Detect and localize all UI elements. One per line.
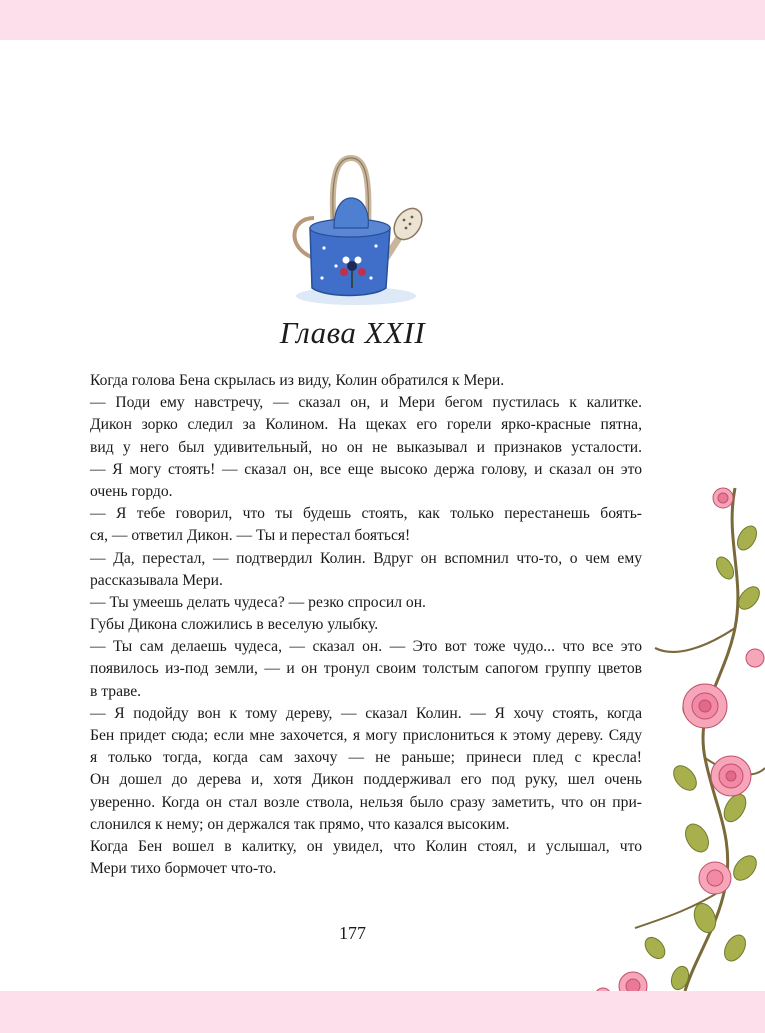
text-line: слонился к нему; он держался так прямо, что казался высоким. xyxy=(90,815,510,833)
text-line: — Ты умеешь делать чудеса? — резко спросил он. xyxy=(90,593,426,611)
watering-can-icon xyxy=(276,118,436,318)
text-line: — Да, перестал, — подтвердил Колин. Вдруг он вспомнил что-то, о чем ему xyxy=(90,549,642,567)
rose-vine-icon xyxy=(585,478,765,991)
text-line: Когда голова Бена скрылась из виду, Колин обратился к Мери. xyxy=(90,372,505,389)
text-line: вид у него был удивительный, но он не выказывал и признаков усталости. xyxy=(90,438,642,456)
text-line: Дикон зорко следил за Колином. На щеках его горели ярко-красные пятна, xyxy=(90,416,642,434)
text-lines xyxy=(90,370,642,880)
text-line: — Я подойду вон к тому дереву, — сказал Колин. — Я хочу стоять, когда xyxy=(90,704,642,722)
text-line: — Я тебе говорил, что ты будешь стоять, как только перестанешь боять- xyxy=(90,505,642,523)
text-line: рассказывала Мери. xyxy=(90,571,223,589)
text-line: в траве. xyxy=(90,682,142,700)
text-line: уверенно. Когда он стал возле ствола, нельзя было сразу заметить, что он при- xyxy=(90,793,642,811)
text-line: Бен придет сюда; если мне захочется, я могу прислониться к этому дереву. Сяду xyxy=(90,727,642,744)
text-line: появилось из-под земли, — и он тронул своим толстым сапогом группу цветов xyxy=(90,660,642,678)
text-line: ся, — ответил Дикон. — Ты и перестал бояться! xyxy=(90,527,411,545)
text-line: — Я могу стоять! — сказал он, все еще высоко держа голову, и сказал он это xyxy=(90,460,642,478)
text-line: Губы Дикона сложились в веселую улыбку. xyxy=(90,616,379,634)
chapter-text xyxy=(90,370,642,880)
text-line: очень гордо. xyxy=(90,482,173,500)
text-line: я только тогда, когда сам захочу — не раньше; принеси плед с кресла! xyxy=(90,749,642,767)
text-line: Когда Бен вошел в калитку, он увидел, что Колин стоял, и услышал, что xyxy=(90,837,642,855)
chapter-title: Глава XXII xyxy=(279,315,426,350)
text-line: — Ты сам делаешь чудеса, — сказал он. — Это вот тоже чудо... что все это xyxy=(90,638,642,656)
text-line: Мери тихо бормочет что-то. xyxy=(90,860,277,878)
book-page xyxy=(0,40,765,991)
page-number: 177 xyxy=(339,923,366,943)
text-line: — Поди ему навстречу, — сказал он, и Мери бегом пустилась к калитке. xyxy=(90,394,642,412)
text-line: Он дошел до дерева и, хотя Дикон поддерживал его под руку, шел очень xyxy=(90,771,642,789)
